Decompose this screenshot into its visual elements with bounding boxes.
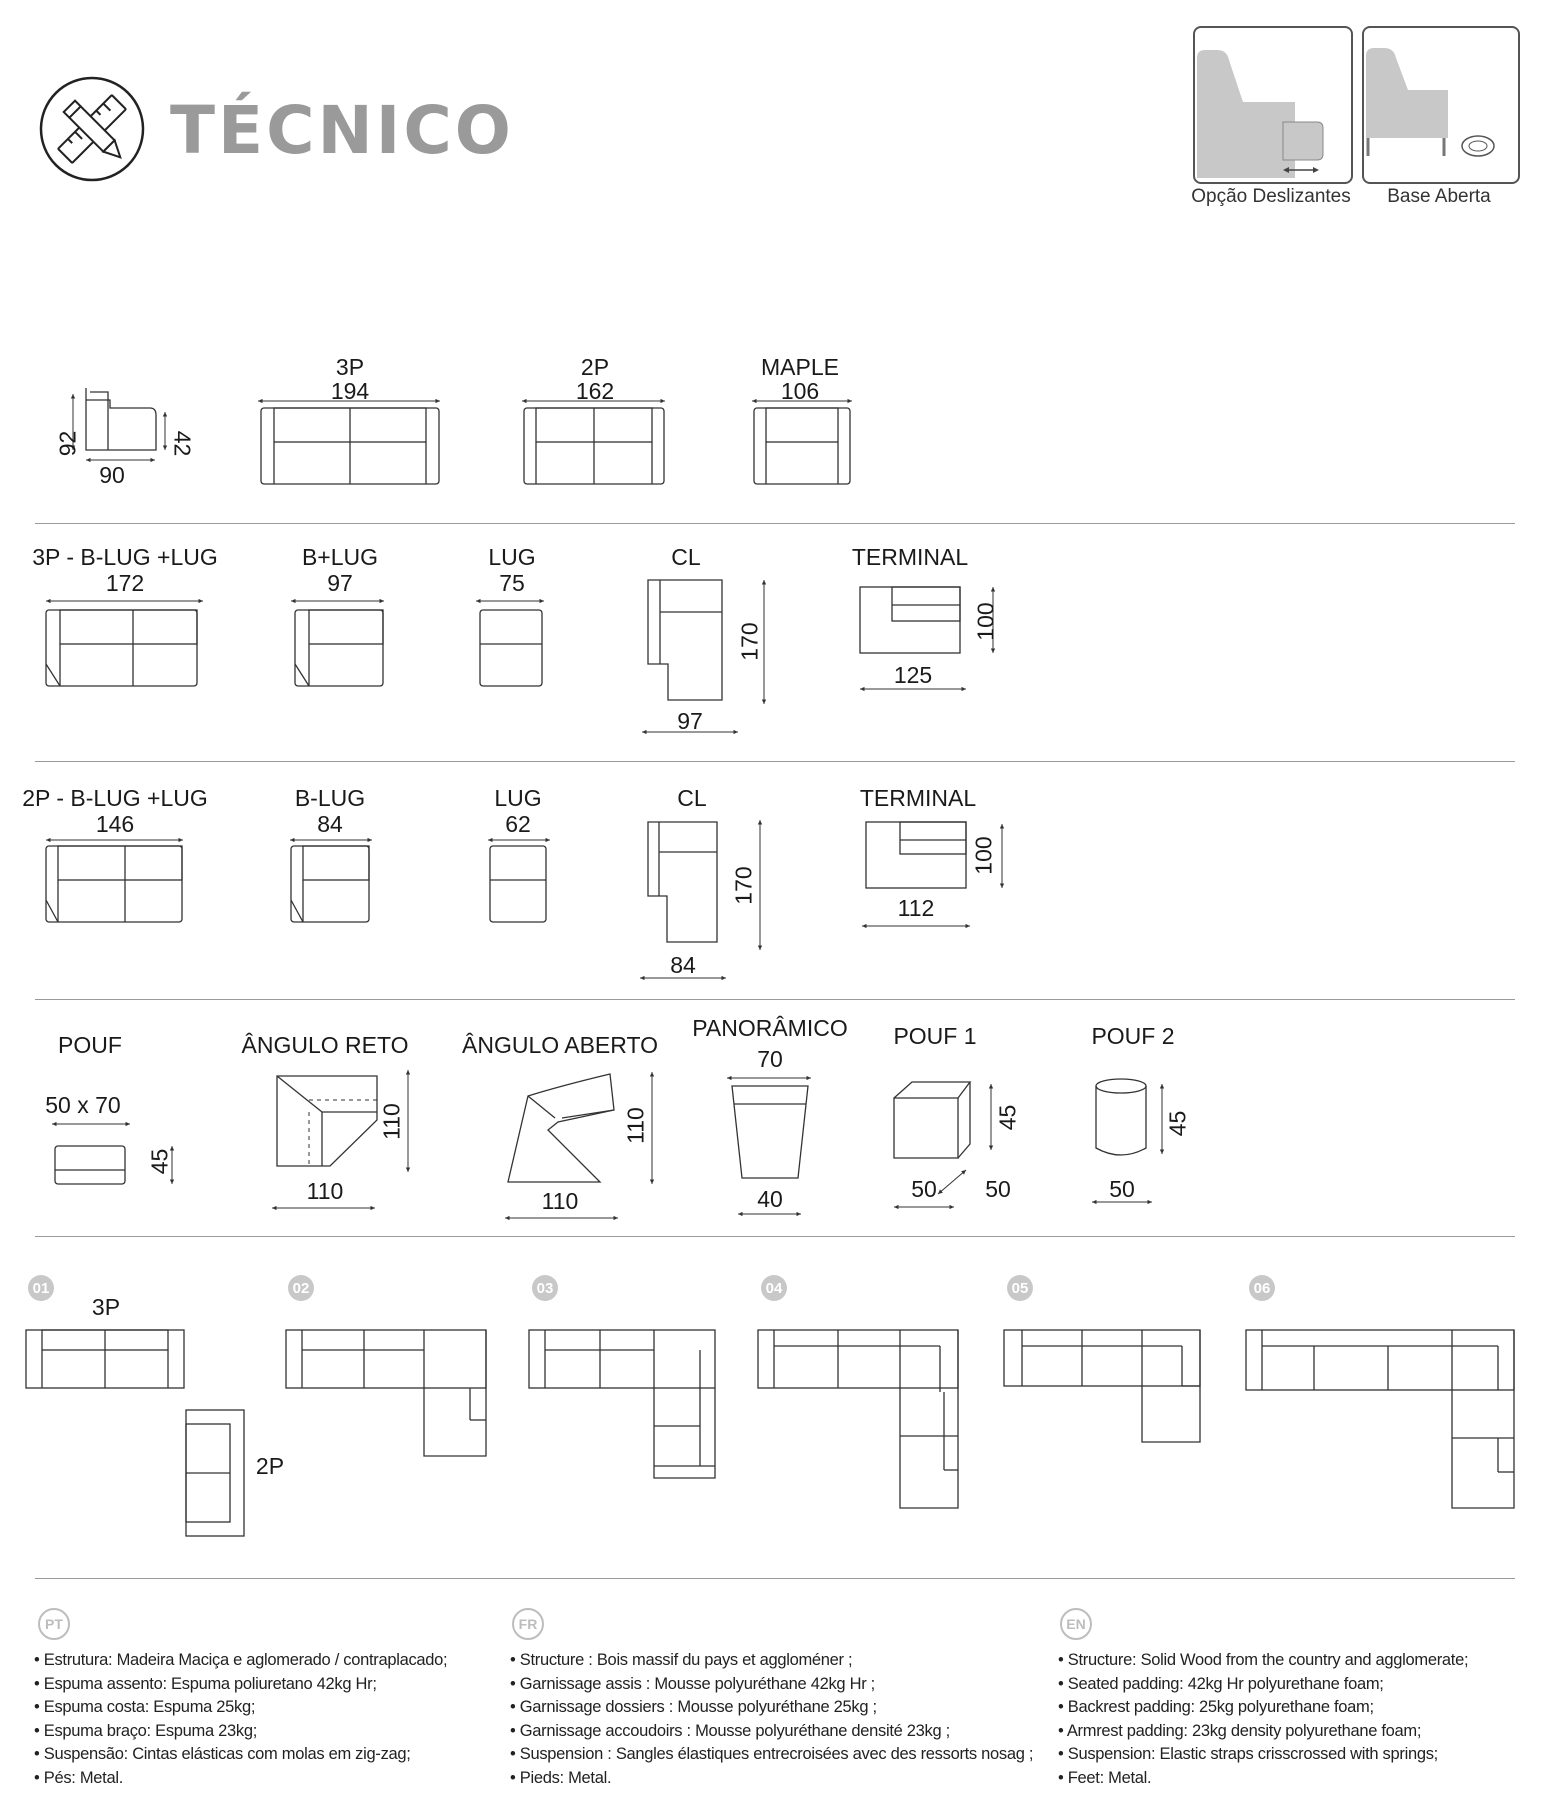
dimension-arrowhead <box>406 1167 410 1172</box>
dimension-arrowhead <box>163 412 167 417</box>
spec-list-pt <box>34 1649 447 1790</box>
config-badge: 05 <box>1007 1275 1033 1301</box>
dimension-arrowhead <box>1160 1084 1164 1089</box>
item-width: 194 <box>330 378 370 404</box>
item-height: 45 <box>994 1104 1021 1131</box>
sofa-lug-drawing <box>476 599 544 686</box>
option-sliding-label: Opção Deslizantes <box>1191 186 1351 207</box>
page-title: TÉCNICO <box>170 92 514 169</box>
dimension-arrowhead <box>272 1206 277 1210</box>
item-depth: 100 <box>972 602 999 641</box>
dimension-arrowhead <box>650 1072 654 1077</box>
configurations-drawings <box>0 1320 1542 1550</box>
pencil-ruler-icon <box>38 75 146 183</box>
spec-line: • Garnissage dossiers : Mousse polyuréthane 25kg ; <box>510 1698 877 1716</box>
item-width: 112 <box>897 895 935 921</box>
dimension-arrowhead <box>738 1212 743 1216</box>
spec-line: • Backrest padding: 25kg polyurethane foam; <box>1058 1698 1374 1716</box>
dimension-arrowhead <box>178 838 183 842</box>
dimension-arrowhead <box>379 599 384 603</box>
spec-line: • Suspensão: Cintas elásticas com molas em zig-zag; <box>34 1745 411 1763</box>
dimension-arrowhead <box>1000 883 1004 888</box>
item-name: ÂNGULO RETO <box>241 1032 409 1058</box>
config-01-drawing <box>26 1330 244 1536</box>
item-name: 2P - B-LUG +LUG <box>22 785 208 811</box>
item-height: 45 <box>146 1148 173 1175</box>
config-05-drawing <box>1004 1330 1200 1442</box>
dimension-arrowhead <box>965 924 970 928</box>
spec-line: • Pieds: Metal. <box>510 1768 612 1787</box>
dimension-arrowhead <box>86 458 91 462</box>
header <box>0 0 1542 220</box>
side-seat-label: 42 <box>169 430 196 457</box>
dimension-arrowhead <box>989 1145 993 1150</box>
dimension-arrowhead <box>406 1070 410 1075</box>
item-height: 45 <box>1164 1110 1191 1137</box>
dimension-arrowhead <box>758 945 762 950</box>
item-name: 2P <box>580 354 610 380</box>
item-name: POUF <box>58 1032 122 1058</box>
item-name: TERMINAL <box>859 785 977 811</box>
item-name: ÂNGULO ABERTO <box>462 1032 658 1058</box>
item-width: 97 <box>677 708 703 734</box>
dimension-arrowhead <box>367 838 372 842</box>
dimension-arrowhead <box>46 599 51 603</box>
dimension-arrowhead <box>762 699 766 704</box>
item-name: POUF 2 <box>1091 1023 1175 1049</box>
spec-line: • Armrest padding: 23kg density polyurethane foam; <box>1058 1721 1422 1740</box>
spec-line: • Espuma assento: Espuma poliuretano 42kg Hr; <box>34 1674 377 1693</box>
spec-line: • Feet: Metal. <box>1058 1768 1152 1787</box>
item-depth: 170 <box>736 622 763 661</box>
dimension-arrowhead <box>989 1084 993 1089</box>
item-top: 70 <box>757 1046 783 1072</box>
divider <box>35 1236 1515 1237</box>
lang-badge-fr: FR <box>512 1608 544 1640</box>
option-open-base-label: Base Aberta <box>1387 186 1491 207</box>
dimension-arrowhead <box>796 1212 801 1216</box>
sofa-2p-drawing <box>522 399 665 484</box>
spec-list-fr <box>510 1649 1033 1790</box>
dimension-arrowhead <box>1000 824 1004 829</box>
lang-badge-en: EN <box>1060 1608 1092 1640</box>
dimension-arrowhead <box>505 1216 510 1220</box>
item-name: LUG <box>488 544 536 570</box>
config-label-3p: 3P <box>91 1294 121 1320</box>
item-name: POUF 1 <box>893 1023 977 1049</box>
config-badge: 01 <box>28 1275 54 1301</box>
item-width: 125 <box>893 662 933 688</box>
dimension-arrowhead <box>650 1179 654 1184</box>
maple-drawing <box>752 399 852 484</box>
config-badge: 02 <box>288 1275 314 1301</box>
dimension-arrowhead <box>370 1206 375 1210</box>
dimension-arrowhead <box>762 580 766 585</box>
spec-list-en <box>1058 1649 1468 1790</box>
dimension-arrowhead <box>150 458 155 462</box>
dimension-arrowhead <box>806 1076 811 1080</box>
divider <box>35 999 1515 1000</box>
config-02-drawing <box>286 1330 486 1456</box>
spec-line: • Pés: Metal. <box>34 1768 123 1787</box>
dimension-arrowhead <box>198 599 203 603</box>
config-badge: 03 <box>532 1275 558 1301</box>
item-name: CL <box>677 785 707 811</box>
dimension-arrowhead <box>758 820 762 825</box>
dimension-arrowhead <box>291 599 296 603</box>
dimension-arrowhead <box>660 399 665 403</box>
dimension-arrowhead <box>71 394 75 399</box>
dimension-arrowhead <box>488 838 493 842</box>
dimension-arrowhead <box>727 1076 732 1080</box>
dimension-arrowhead <box>949 1205 954 1209</box>
item-width: 162 <box>575 378 615 404</box>
divider <box>35 761 1515 762</box>
side-view-drawing <box>71 388 167 462</box>
spec-line: • Structure: Solid Wood from the country and agglomerate; <box>1058 1651 1469 1669</box>
config-label-2p: 2P <box>255 1453 285 1479</box>
config-badge: 06 <box>1249 1275 1275 1301</box>
item-name: B-LUG <box>294 785 366 811</box>
item-name: MAPLE <box>761 354 839 380</box>
divider <box>35 523 1515 524</box>
item-width: 106 <box>780 378 820 404</box>
spec-line: • Structure : Bois massif du pays et aggloméner ; <box>510 1651 853 1669</box>
dimension-arrowhead <box>290 838 295 842</box>
spec-line: • Seated padding: 42kg Hr polyurethane foam; <box>1058 1674 1384 1693</box>
item-size: 50 x 70 <box>45 1092 121 1118</box>
item-width: 110 <box>306 1178 344 1204</box>
sofa-3p-blug-lug-drawing <box>46 599 203 686</box>
sofa-blug-drawing <box>291 599 384 686</box>
spec-line: • Espuma costa: Espuma 25kg; <box>34 1698 256 1716</box>
sofa-lug-62-drawing <box>488 838 550 922</box>
item-depth: 110 <box>378 1103 405 1140</box>
dimension-arrowhead <box>1160 1149 1164 1154</box>
item-depth: 100 <box>970 836 997 875</box>
item-width: 50 <box>911 1176 937 1202</box>
side-depth-label: 90 <box>99 462 125 488</box>
row2-drawings <box>0 560 1542 740</box>
item-name: PANORÂMICO <box>692 1015 848 1041</box>
lang-badge-pt: PT <box>38 1608 70 1640</box>
dimension-arrowhead <box>522 399 527 403</box>
option-open-base <box>1362 26 1520 184</box>
spec-line: • Espuma braço: Espuma 23kg; <box>34 1721 257 1740</box>
dimension-arrowhead <box>539 599 544 603</box>
spec-line: • Suspension : Sangles élastiques entrecroisées avec des ressorts nosag ; <box>510 1745 1034 1763</box>
config-04-drawing <box>758 1330 958 1508</box>
dimension-arrowhead <box>545 838 550 842</box>
item-depth: 50 <box>985 1176 1011 1202</box>
item-name: 3P - B-LUG +LUG <box>32 544 218 570</box>
spec-line: • Garnissage accoudoirs : Mousse polyuréthane densité 23kg ; <box>510 1721 950 1740</box>
row3-drawings <box>0 800 1542 990</box>
item-depth: 170 <box>730 866 757 905</box>
sofa-2p-blug-lug-drawing <box>46 838 183 922</box>
open-base-icon <box>1364 28 1518 182</box>
config-06-drawing <box>1246 1330 1514 1508</box>
dimension-arrowhead <box>476 599 481 603</box>
item-name: TERMINAL <box>851 544 969 570</box>
spec-line: • Garnissage assis : Mousse polyuréthane 42kg Hr ; <box>510 1674 875 1693</box>
option-sliding-seat <box>1193 26 1353 184</box>
item-width: 84 <box>317 811 343 837</box>
item-width: 75 <box>499 570 525 596</box>
item-bottom: 40 <box>757 1186 783 1212</box>
spec-line: • Suspension: Elastic straps crisscrossed with springs; <box>1058 1745 1438 1763</box>
item-name: CL <box>671 544 701 570</box>
config-03-drawing <box>529 1330 715 1478</box>
dimension-arrowhead <box>860 687 865 691</box>
dimension-arrowhead <box>125 1122 130 1126</box>
dimension-arrowhead <box>894 1205 899 1209</box>
dimension-arrowhead <box>1092 1200 1097 1204</box>
item-name: LUG <box>494 785 542 811</box>
spec-line: • Estrutura: Madeira Maciça e aglomerado / contraplacado; <box>34 1651 448 1669</box>
dimension-arrowhead <box>435 399 440 403</box>
item-width: 50 <box>1109 1176 1135 1202</box>
dimension-arrowhead <box>862 924 867 928</box>
item-width: 146 <box>95 811 135 837</box>
divider <box>35 1578 1515 1579</box>
sliding-seat-icon <box>1195 28 1351 182</box>
dimension-arrowhead <box>961 687 966 691</box>
dimension-arrowhead <box>613 1216 618 1220</box>
dimension-arrowhead <box>258 399 263 403</box>
side-height-label: 92 <box>54 430 81 457</box>
item-width: 62 <box>505 811 531 837</box>
dimension-arrowhead <box>1147 1200 1152 1204</box>
item-name: 3P <box>335 354 365 380</box>
item-width: 97 <box>327 570 353 596</box>
sofa-blug-84-drawing <box>290 838 372 922</box>
sofa-3p-drawing <box>258 399 440 484</box>
config-badge: 04 <box>761 1275 787 1301</box>
item-width: 84 <box>670 952 696 978</box>
dimension-arrowhead <box>52 1122 57 1126</box>
item-width: 172 <box>105 570 145 596</box>
item-name: B+LUG <box>301 544 379 570</box>
dimension-arrowhead <box>163 445 167 450</box>
item-width: 110 <box>541 1188 579 1214</box>
item-depth: 110 <box>622 1107 649 1144</box>
dimension-arrowhead <box>46 838 51 842</box>
